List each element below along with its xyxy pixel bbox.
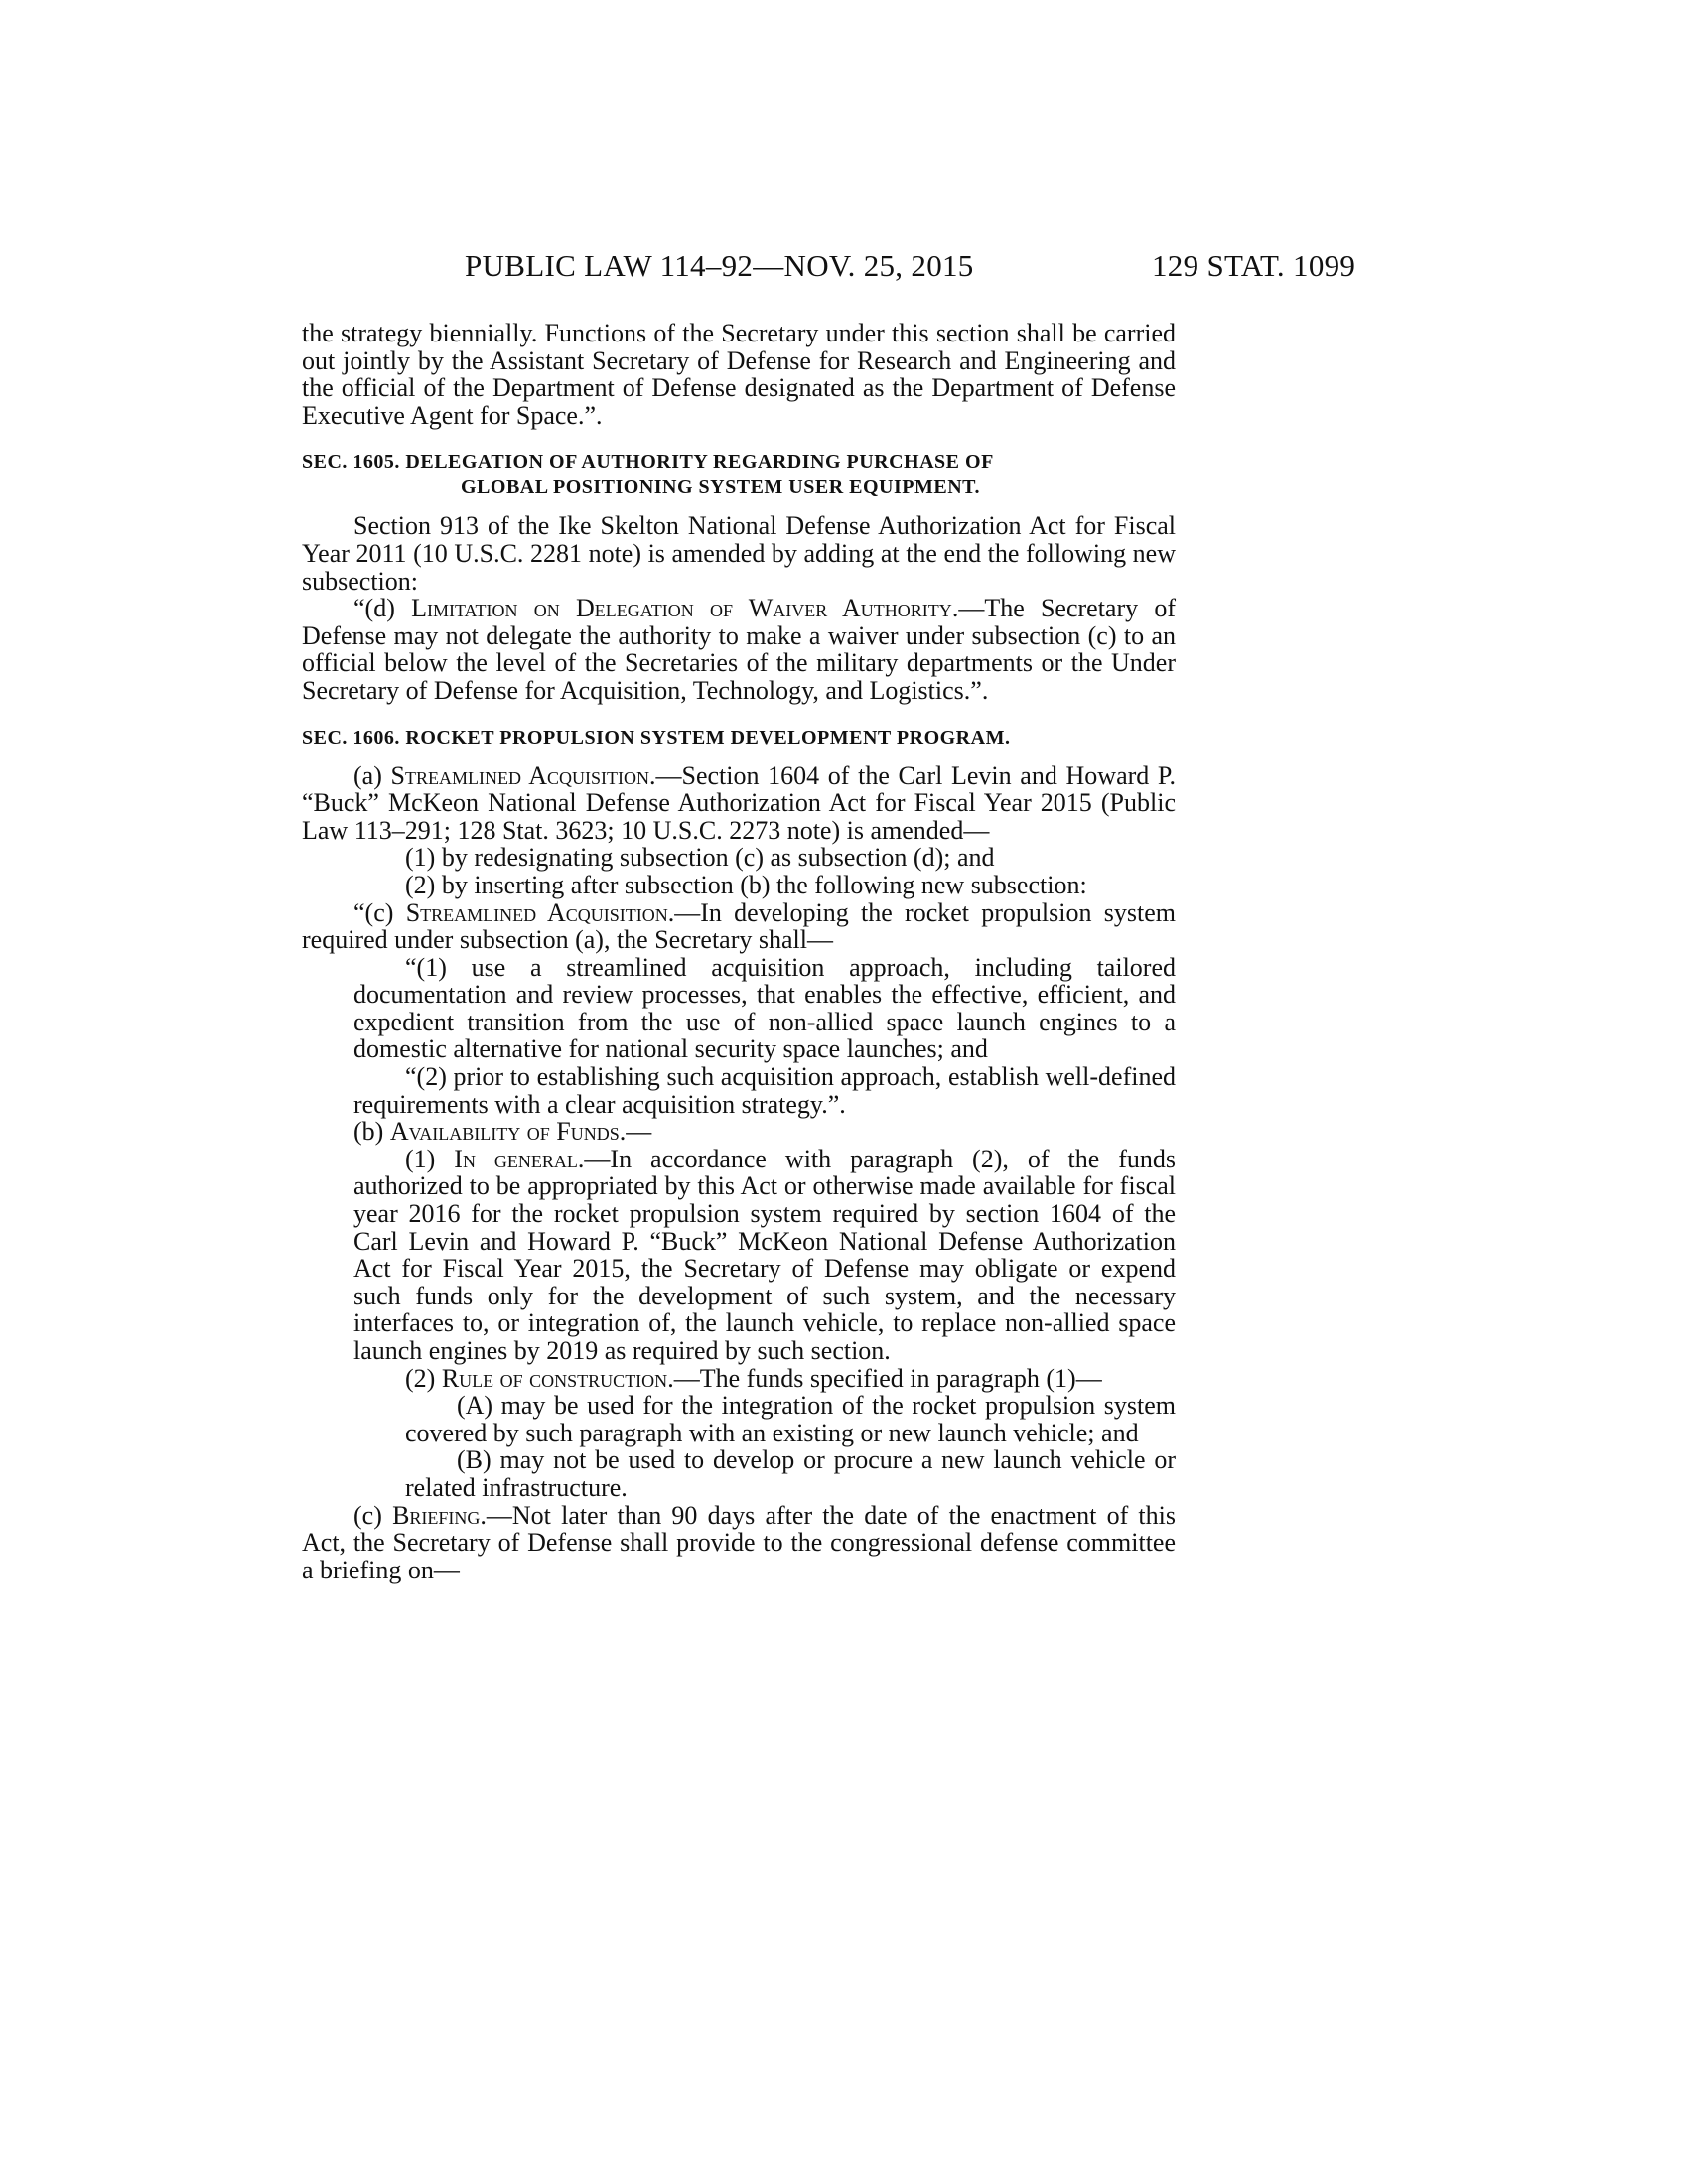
para-a-lead: (a) <box>353 760 391 790</box>
para-b-caption: Availability of Funds <box>389 1117 620 1147</box>
paragraph-quoted-subsection-c <box>302 899 1176 954</box>
quoted-c-lead: “(c) <box>353 897 406 927</box>
para-a-caption: Streamlined Acquisition <box>390 760 649 790</box>
quoted-c-text: .—In developing the rocket propulsion system required under subsection (a), the Secretary shall— <box>302 897 1177 955</box>
paragraph-b-availability <box>302 1118 1176 1146</box>
item-b1-caption: In general <box>454 1144 578 1173</box>
section-heading-1606: SEC. 1606. ROCKET PROPULSION SYSTEM DEVELOPMENT PROGRAM. <box>302 726 1011 749</box>
subsection-d-caption: Limitation on Delegation of Waiver Authority <box>411 594 952 623</box>
document-body <box>302 320 1176 1583</box>
item-b2-rule-of-construction <box>302 1365 1176 1393</box>
paragraph-sec913-amendment: Section 913 of the Ike Skelton National Defense Authorization Act for Fiscal Year 2011 (10 U.S.C. 2281 note) is amended by adding at the end the following new subsection: <box>302 511 1176 596</box>
paragraph-c-briefing <box>302 1502 1176 1584</box>
item-1-redesignating: (1) by redesignating subsection (c) as subsection (d); and <box>405 843 995 873</box>
quoted-item-1: “(1) use a streamlined acquisition approach, including tailored documentation and review processes, that enables the effective, efficient, and expedient transition from the use of non-allied space launch engines to a domestic alternative for national security space launches; and <box>353 952 1176 1064</box>
item-b2-caption: Rule of construction <box>441 1363 668 1393</box>
item-2-inserting: (2) by inserting after subsection (b) the following new subsection: <box>405 870 1087 899</box>
item-b2-text: .—The funds specified in paragraph (1)— <box>667 1363 1102 1393</box>
item-b2-A: (A) may be used for the integration of the rocket propulsion system covered by such paragraph with an existing or new launch vehicle; and <box>405 1391 1176 1447</box>
para-b-lead: (b) <box>353 1117 390 1147</box>
item-b2-B: (B) may not be used to develop or procure a new launch vehicle or related infrastructure. <box>405 1445 1176 1502</box>
item-b1-in-general <box>302 1146 1176 1365</box>
para-a-text: .—Section 1604 of the Carl Levin and Howard P. “Buck” McKeon National Defense Authorization Act for Fiscal Year 2015 (Public Law 113–291; 128 Stat. 3623; 10 U.S.C. 2273 note) is amended— <box>302 760 1177 845</box>
subsection-d-lead: “(d) <box>353 594 412 623</box>
para-b-text: .— <box>619 1117 652 1147</box>
paragraph-subsection-d <box>302 595 1176 704</box>
quoted-item-2: “(2) prior to establishing such acquisition approach, establish well-defined requirements with a clear acquisition strategy.”. <box>353 1062 1176 1119</box>
para-c-caption: Briefing <box>392 1500 481 1530</box>
para-c-lead: (c) <box>353 1500 393 1530</box>
item-b2-lead: (2) <box>405 1363 442 1393</box>
section-heading-1605-line1: SEC. 1605. DELEGATION OF AUTHORITY REGARDING PURCHASE OF <box>302 451 994 474</box>
section-heading-1605 <box>302 449 1176 500</box>
running-header-title: PUBLIC LAW 114–92—NOV. 25, 2015 <box>465 248 974 283</box>
paragraph-a-streamlined-acquisition <box>302 762 1176 845</box>
item-b1-lead: (1) <box>405 1144 455 1173</box>
running-header-stat-page: 129 STAT. 1099 <box>1152 248 1356 283</box>
subsection-d-text: .—The Secretary of Defense may not delegate the authority to make a waiver under subsection (c) to an official below the level of the Secretaries of the military departments or the Under Secretary of Defense for Acquisition, Technology, and Logistics.”. <box>302 594 1177 705</box>
item-b1-text: .—In accordance with paragraph (2), of the funds authorized to be appropriated by this Act or otherwise made available for fiscal year 2016 for the rocket propulsion system required by section 1604 of the Carl Levin and Howard P. “Buck” McKeon National Defense Authorization Act for Fiscal Year 2015, the Secretary of Defense may obligate or expend such funds only for the development of such system, and the necessary interfaces to, or integration of, the launch vehicle, to replace non-allied space launch engines by 2019 as required by such section. <box>353 1144 1176 1365</box>
para-c-text: .—Not later than 90 days after the date of the enactment of this Act, the Secretary of Defense shall provide to the congressional defense committee a briefing on— <box>302 1500 1176 1584</box>
paragraph-strategy-continuation: the strategy biennially. Functions of the Secretary under this section shall be carried out jointly by the Assistant Secretary of Defense for Research and Engineering and the official of the Department of Defense designated as the Department of Defense Executive Agent for Space.”. <box>302 319 1176 430</box>
quoted-c-caption: Streamlined Acquisition <box>405 897 668 927</box>
section-heading-1605-line2: GLOBAL POSITIONING SYSTEM USER EQUIPMENT. <box>461 477 981 499</box>
